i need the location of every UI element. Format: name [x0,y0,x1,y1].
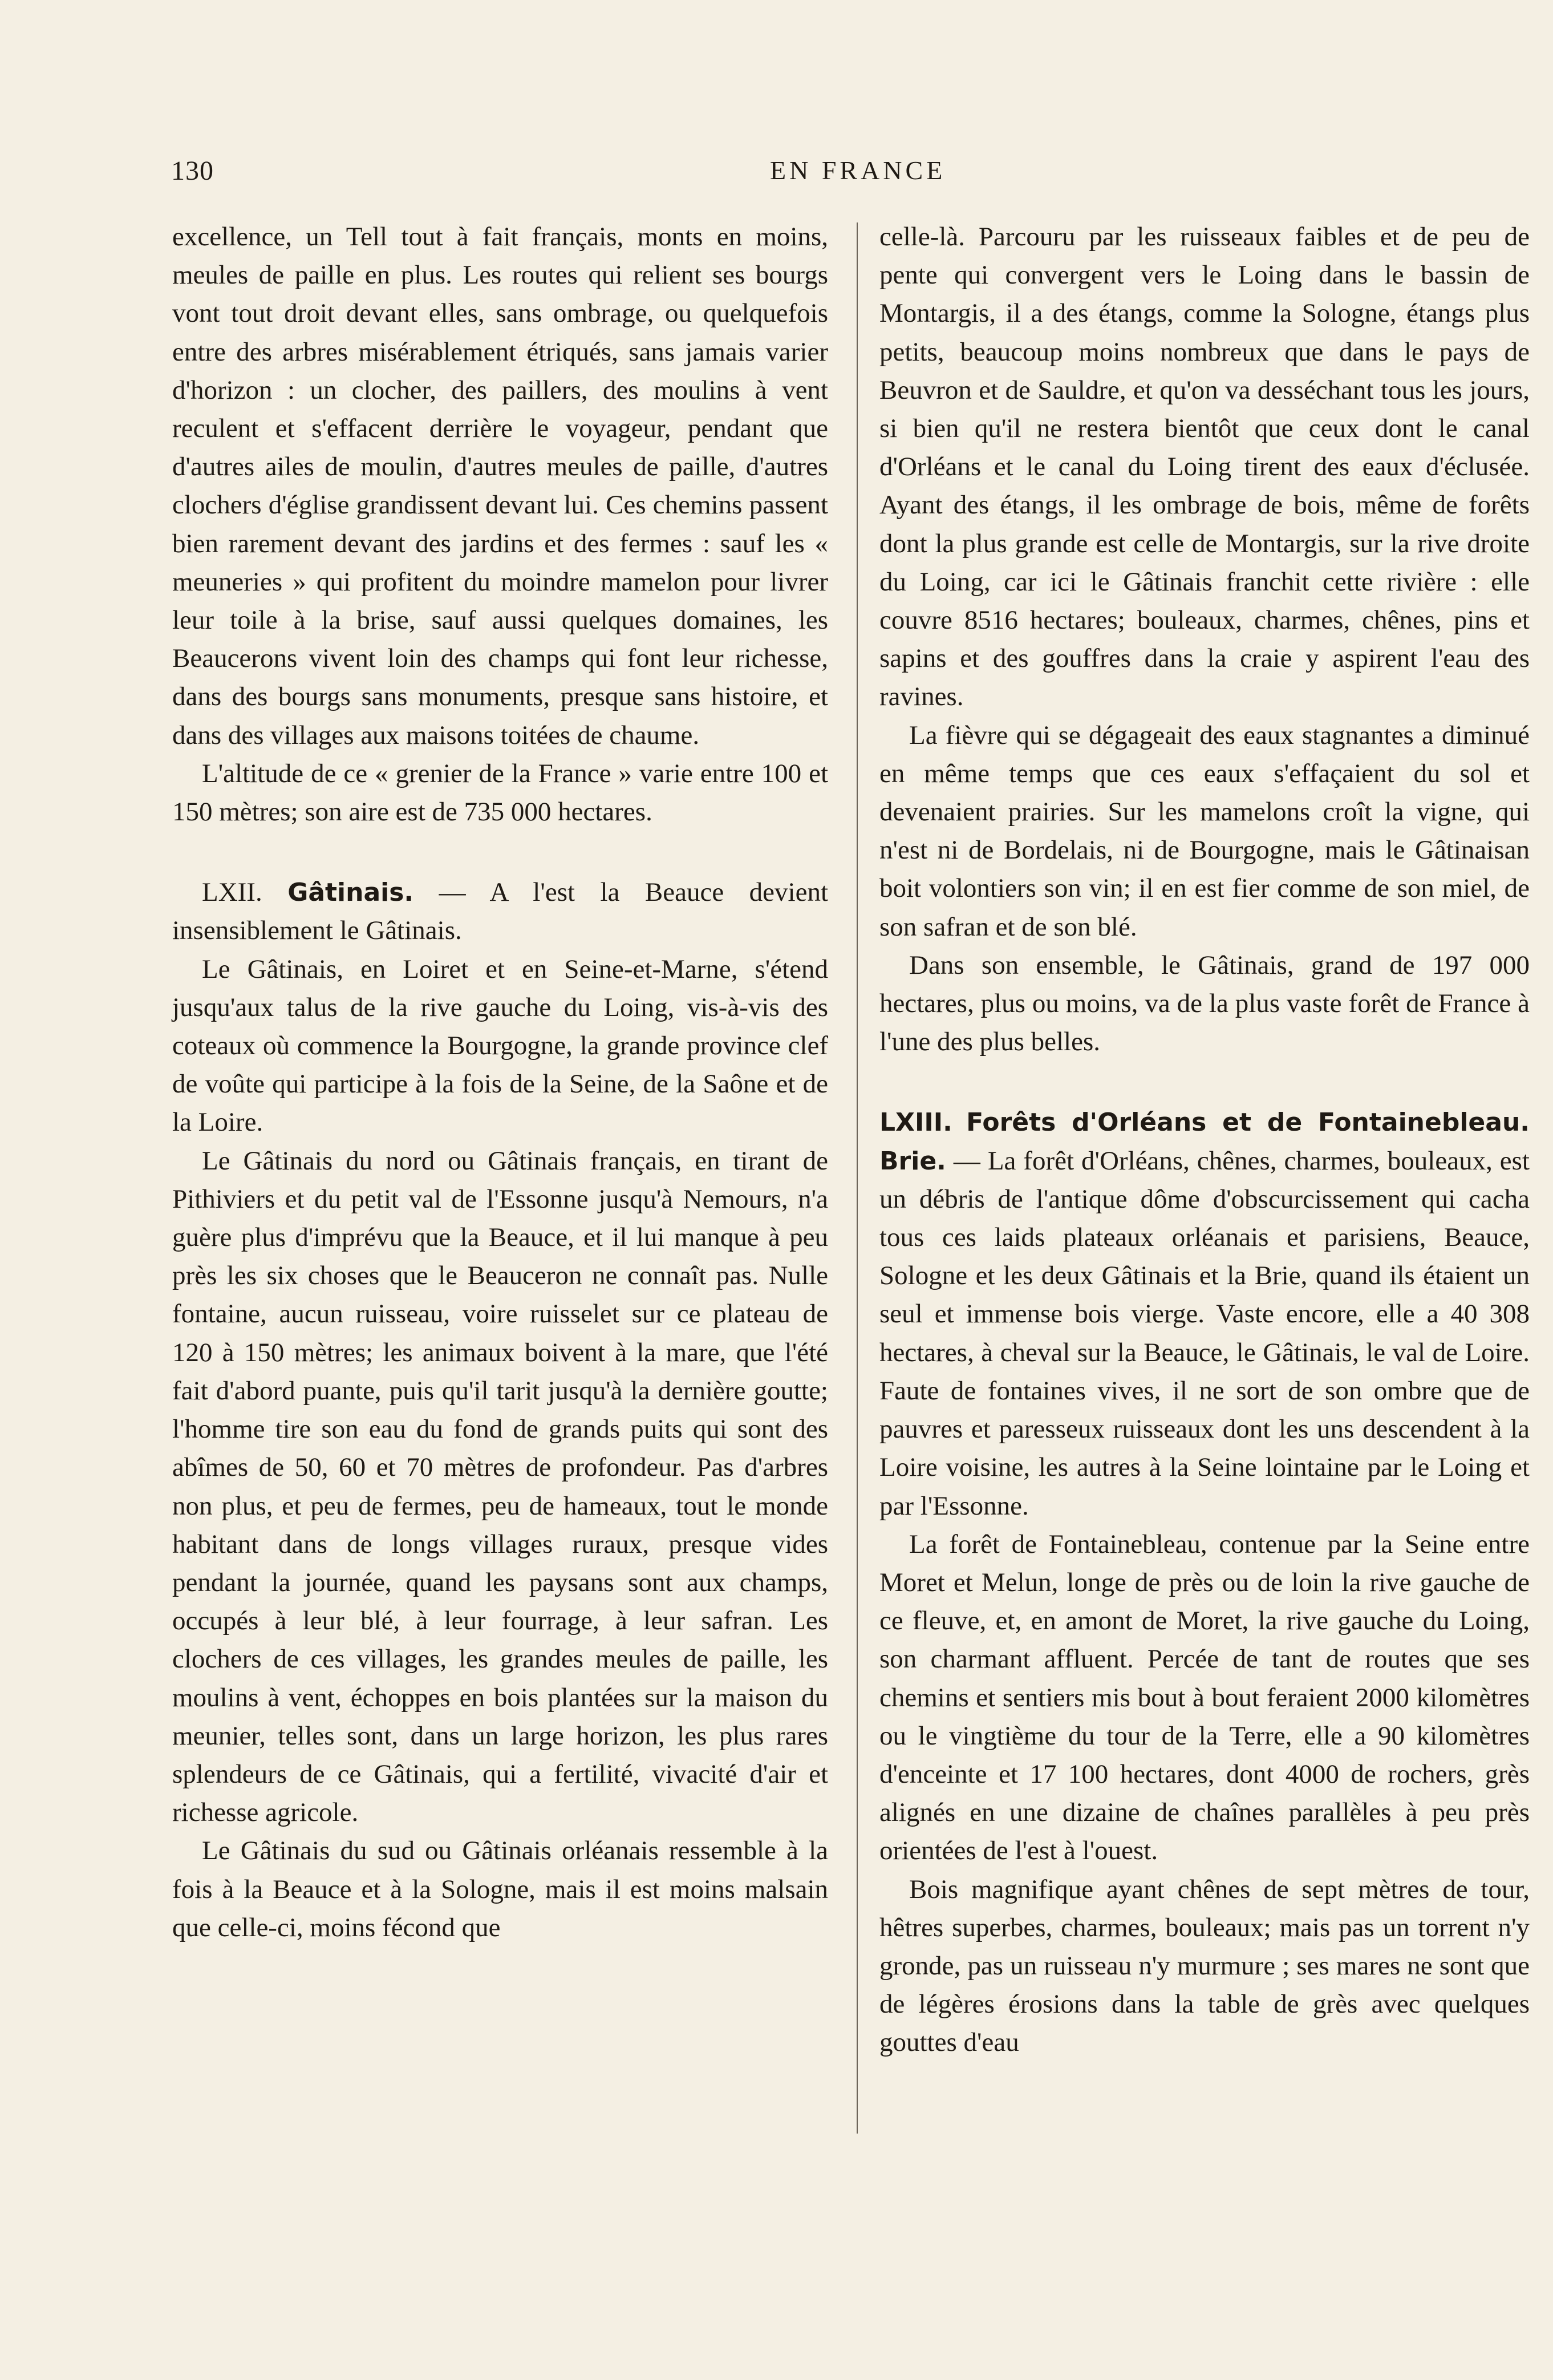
column-divider [857,222,858,2134]
section-intro: — La forêt d'Orléans, chênes, charmes, bouleaux, est un débris de l'antique dôme d'obscurcissement qui cacha tous ces laids plateaux orléanais et parisiens, Beauce, Sologne et les deux Gâtinais et la Brie, quand ils étaient un seul et immense bois vierge. Vaste encore, elle a 40 308 hectares, à cheval sur la Beauce, le Gâtinais, le val de Loire. Faute de fontaines vives, il ne sort de son ombre que de pauvres et paresseux ruisseaux dont les uns descendent à la Loire voisine, les autres à la Seine lointaine par le Loing et par l'Essonne. [879,1146,1530,1521]
left-column [172,218,828,1947]
section-intro: — A l'est la Beauce devient insensiblement le Gâtinais. [172,877,829,946]
running-title: EN FRANCE [770,156,946,185]
paragraph-gatinais-nord: Le Gâtinais du nord ou Gâtinais français, en tirant de Pithiviers et du petit val de l'Essonne jusqu'à Nemours, n'a guère plus d'imprévu que la Beauce, et il lui manque à peu près les six choses que le Beauceron ne connaît pas. Nulle fontaine, aucun ruisseau, voire ruisselet sur ce plateau de 120 à 150 mètres; les animaux boivent à la mare, que l'été fait d'abord puante, puis qu'il tarit jusqu'à la dernière goutte; l'homme tire son eau du fond de grands puits qui sont des abîmes de 50, 60 et 70 mètres de profondeur. Pas d'arbres non plus, et peu de fermes, peu de hameaux, tout le monde habitant dans de longs villages ruraux, presque vides pendant la journée, quand les paysans sont aux champs, occupés à leur blé, à leur fourrage, à leur safran. Les clochers de ces villages, les grandes meules de paille, les moulins à vent, échoppes en bois plantées sur la maison du meunier, telles sont, dans un large horizon, les plus rares splendeurs de ce Gâtinais, qui a fertilité, vivacité d'air et richesse agricole. [172,1146,828,1828]
paragraph-loiret: Le Gâtinais, en Loiret et en Seine-et-Marne, s'étend jusqu'aux talus de la rive gauche du Loing, vis-à-vis des coteaux où commence la Bourgogne, la grande province clef de voûte qui participe à la fois de la Seine, de la Saône et de la Loire. [172,954,828,1138]
paragraph-altitude: L'altitude de ce « grenier de la France » varie entre 100 et 150 mètres; son aire est de 735 000 hectares. [172,758,828,827]
paragraph-continuation: excellence, un Tell tout à fait français, monts en moins, meules de paille en plus. Les routes qui relient ses bourgs vont tout droit devant elles, sans ombrage, ou quelquefois entre des arbres misérablement étriqués, sans jamais varier d'horizon : un clocher, des paillers, des moulins à vent reculent et s'effacent derrière le voyageur, pendant que d'autres ailes de moulin, d'autres meules de paille, d'autres clochers d'église grandissent devant lui. Ces chemins passent bien rarement devant des jardins et des fermes : sauf les « meuneries » qui profitent du moindre mamelon pour livrer leur toile à la brise, sauf aussi quelques domaines, les Beaucerons vivent loin des champs qui font leur richesse, dans des bourgs sans monuments, presque sans histoire, et dans des villages aux maisons toitées de chaume. [172,222,828,750]
page-number: 130 [171,156,214,186]
page-header [171,155,1528,195]
paragraph-ensemble: Dans son ensemble, le Gâtinais, grand de 197 000 hectares, plus ou moins, va de la plus vaste forêt de France à l'une des plus belles. [879,950,1530,1057]
section-number: LXII. [202,877,262,908]
section-title: Forêts d'Orléans et de Fontainebleau. Brie. [879,1108,1530,1176]
paragraph-fievre: La fièvre qui se dégageait des eaux stagnantes a diminué en même temps que ces eaux s'effaçaient du sol et devenaient prairies. Sur les mamelons croît la vigne, qui n'est ni de Bordelais, ni de Bourgogne, mais le Gâtinaisan boit volontiers son vin; il en est fier comme de son miel, de son safran et de son blé. [879,720,1530,942]
paragraph-continuation: celle-là. Parcouru par les ruisseaux faibles et de peu de pente qui convergent vers le Loing dans le bassin de Montargis, il a des étangs, comme la Sologne, étangs plus petits, beaucoup moins nombreux que dans le pays de Beuvron et de Sauldre, et qu'on va desséchant tous les jours, si bien qu'il ne restera bientôt que ceux dont le canal d'Orléans et le canal du Loing tirent des eaux d'éclusée. Ayant des étangs, il les ombrage de bois, même de forêts dont la plus grande est celle de Montargis, sur la rive droite du Loing, car ici le Gâtinais franchit cette rivière : elle couvre 8516 hectares; bouleaux, charmes, chênes, pins et sapins et des gouffres dans la craie y aspirent l'eau des ravines. [879,222,1530,712]
paragraph-fontainebleau: La forêt de Fontainebleau, contenue par la Seine entre Moret et Melun, longe de près ou de loin la rive gauche de ce fleuve, et, en amont de Moret, la rive gauche du Loing, son charmant affluent. Percée de tant de routes que ses chemins et sentiers mis bout à bout feraient 2000 kilomètres ou le vingtième du tour de la Terre, elle a 90 kilomètres d'enceinte et 17 100 hectares, dont 4000 de rochers, grès alignés en une dizaine de chaînes parallèles à peu près orientées de l'est à l'ouest. [879,1529,1530,1866]
paragraph-bois: Bois magnifique ayant chênes de sept mètres de tour, hêtres superbes, charmes, bouleaux; mais pas un torrent n'y gronde, pas un ruisseau n'y murmure ; ses mares ne sont que de légères érosions dans la table de grès avec quelques gouttes d'eau [879,1874,1530,2058]
right-column [879,218,1530,2062]
section-title: Gâtinais. [287,878,414,908]
paragraph-gatinais-sud: Le Gâtinais du sud ou Gâtinais orléanais ressemble à la fois à la Beauce et à la Sologne, mais il est moins malsain que celle-ci, moins fécond que [172,1836,828,1942]
section-heading-lxiii [879,1103,1530,1525]
section-number: LXIII. [879,1108,952,1138]
section-heading-lxii [172,873,828,950]
